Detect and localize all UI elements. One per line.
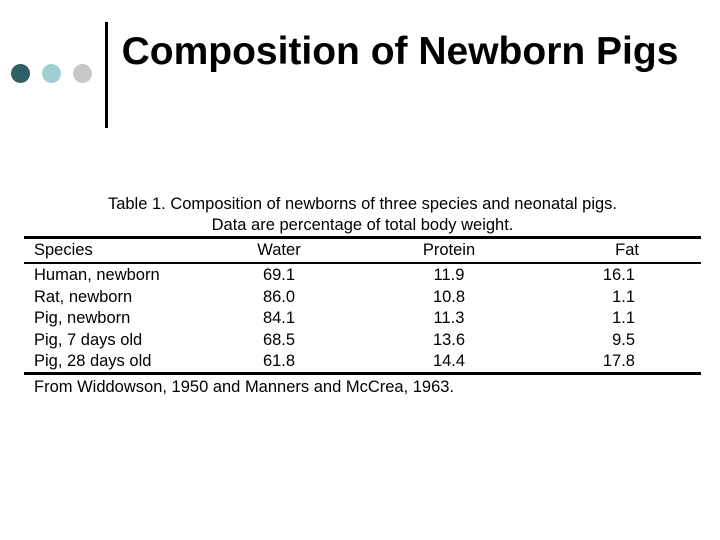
table-row: [24, 330, 701, 351]
cell-species: Pig, newborn: [34, 309, 131, 327]
cell-protein: 14.4: [432, 352, 466, 370]
decorative-dot-3: [73, 64, 92, 83]
cell-protein: 10.8: [432, 287, 466, 306]
cell-species: Human, newborn: [34, 266, 160, 284]
slide-title: Composition of Newborn Pigs: [121, 30, 679, 73]
cell-protein: 11.3: [433, 309, 465, 327]
cell-species: Pig, 28 days old: [34, 352, 152, 370]
cell-water: 84.1: [262, 309, 296, 327]
table-bottom-rule: [24, 372, 701, 375]
cell-water: 86.0: [262, 287, 296, 306]
cell-fat: 9.5: [612, 330, 635, 349]
column-header-water: Water: [257, 241, 301, 259]
table-caption-line-2: Data are percentage of total body weight.: [211, 216, 514, 234]
cell-fat: 1.1: [612, 309, 635, 327]
cell-fat: 16.1: [602, 266, 635, 284]
table-row: [24, 287, 701, 308]
cell-protein: 11.9: [433, 266, 465, 284]
table-caption-line-1: Table 1. Composition of newborns of three species and neonatal pigs.: [107, 195, 618, 213]
cell-protein: 13.6: [432, 330, 466, 349]
cell-fat: 17.8: [602, 352, 635, 370]
table-header-row: [24, 240, 701, 261]
column-header-species: Species: [34, 241, 93, 259]
cell-fat: 1.1: [612, 287, 635, 306]
title-divider: [105, 22, 108, 128]
table-row: [24, 351, 701, 372]
cell-water: 68.5: [262, 330, 296, 349]
decorative-dot-1: [11, 64, 30, 83]
cell-species: Pig, 7 days old: [34, 330, 143, 349]
cell-water: 69.1: [262, 266, 296, 284]
table-source-note: From Widdowson, 1950 and Manners and McCrea, 1963.: [34, 378, 455, 396]
decorative-dot-2: [42, 64, 61, 83]
table-caption: [24, 194, 701, 236]
table-top-rule: [24, 236, 701, 239]
cell-water: 61.8: [262, 352, 296, 370]
column-header-protein: Protein: [422, 241, 476, 259]
table-row: [24, 308, 701, 329]
table-header-rule: [24, 262, 701, 264]
table-row: [24, 265, 701, 286]
cell-species: Rat, newborn: [34, 287, 133, 306]
column-header-fat: Fat: [615, 241, 639, 259]
